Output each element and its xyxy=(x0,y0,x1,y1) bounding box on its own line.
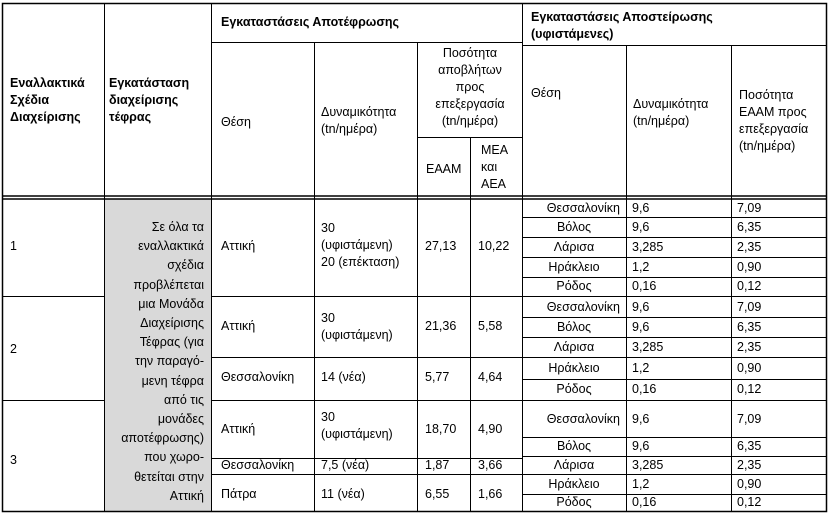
header-inc-eaam: ΕΑΑΜ xyxy=(426,162,462,176)
header-ash-facility: Εγκατάσταση διαχείρισης τέφρας xyxy=(109,76,190,124)
ster-quantity: 7,09 xyxy=(737,300,762,314)
ster-quantity: 0,90 xyxy=(737,361,762,375)
ster-location: Θεσσαλονίκη xyxy=(546,412,620,426)
ster-capacity: 0,16 xyxy=(632,279,657,293)
header-incineration-group: Εγκαταστάσεις Αποτέφρωσης xyxy=(221,15,400,29)
ster-quantity: 0,12 xyxy=(737,279,762,293)
plan-id: 1 xyxy=(10,239,17,253)
ster-quantity: 2,35 xyxy=(737,340,762,354)
inc-mea: 5,58 xyxy=(478,319,503,333)
inc-capacity: 30 (υφιστάμενη) xyxy=(321,311,393,342)
ster-capacity: 9,6 xyxy=(632,220,650,234)
header-ster-capacity: Δυναμικότητα (tn/ημέρα) xyxy=(633,97,709,128)
ster-quantity: 2,35 xyxy=(737,458,762,472)
ster-quantity: 0,12 xyxy=(737,495,762,509)
inc-mea: 10,22 xyxy=(478,239,510,253)
header-inc-quantity: Ποσότητα αποβλήτων προς επεξεργασία (tn/ημέρα) xyxy=(435,46,505,128)
inc-location: Θεσσαλονίκη xyxy=(221,458,295,472)
inc-capacity: 11 (νέα) xyxy=(321,487,365,501)
ster-location: Λάρισα xyxy=(553,240,595,254)
ster-location: Ηράκλειο xyxy=(548,361,600,375)
ster-quantity: 2,35 xyxy=(737,240,762,254)
ster-capacity: 9,6 xyxy=(632,320,650,334)
inc-location: Αττική xyxy=(221,239,256,253)
inc-eaam: 1,87 xyxy=(425,458,450,472)
ster-location: Βόλος xyxy=(556,320,592,334)
ster-capacity: 9,6 xyxy=(632,300,650,314)
inc-mea: 4,64 xyxy=(478,370,503,384)
ster-location: Βόλος xyxy=(556,220,592,234)
inc-eaam: 5,77 xyxy=(425,370,450,384)
ster-quantity: 7,09 xyxy=(737,412,762,426)
ster-location: Λάρισα xyxy=(553,458,595,472)
inc-location: Θεσσαλονίκη xyxy=(221,370,295,384)
ster-capacity: 9,6 xyxy=(632,201,650,215)
inc-capacity: 30 (υφιστάμενη) 20 (επέκταση) xyxy=(321,221,400,269)
ster-capacity: 9,6 xyxy=(632,439,650,453)
header-inc-location: Θέση xyxy=(221,115,251,129)
inc-eaam: 6,55 xyxy=(425,487,450,501)
ster-capacity: 3,285 xyxy=(632,458,664,472)
ster-location: Βόλος xyxy=(556,439,592,453)
inc-eaam: 21,36 xyxy=(425,319,457,333)
ster-quantity: 7,09 xyxy=(737,201,762,215)
ster-location: Ρόδος xyxy=(556,382,592,396)
inc-eaam: 27,13 xyxy=(425,239,457,253)
ster-location: Θεσσαλονίκη xyxy=(546,300,620,314)
inc-mea: 4,90 xyxy=(478,422,503,436)
inc-location: Αττική xyxy=(221,319,256,333)
ster-location: Ηράκλειο xyxy=(548,260,600,274)
ster-capacity: 1,2 xyxy=(632,260,650,274)
ster-location: Λάρισα xyxy=(553,340,595,354)
ster-location: Ρόδος xyxy=(556,495,592,509)
ster-quantity: 6,35 xyxy=(737,220,762,234)
plan-id: 2 xyxy=(10,342,17,356)
ster-capacity: 3,285 xyxy=(632,240,664,254)
inc-location: Πάτρα xyxy=(221,487,257,501)
ster-quantity: 6,35 xyxy=(737,439,762,453)
header-inc-mea: ΜΕΑ και ΑΕΑ xyxy=(481,143,509,191)
inc-mea: 3,66 xyxy=(478,458,503,472)
header-ster-quantity: Ποσότητα ΕΑΑΜ προς επεξεργασία (tn/ημέρα) xyxy=(739,88,809,153)
inc-location: Αττική xyxy=(221,422,256,436)
header-sterilization-group: Εγκαταστάσεις Αποστείρωσης (υφιστάμενες) xyxy=(531,10,713,41)
header-ster-location: Θέση xyxy=(531,86,561,100)
ster-location: Ηράκλειο xyxy=(548,477,600,491)
inc-mea: 1,66 xyxy=(478,487,503,501)
ster-location: Ρόδος xyxy=(556,279,592,293)
ster-quantity: 0,90 xyxy=(737,477,762,491)
ster-quantity: 0,90 xyxy=(737,260,762,274)
ash-facility-note: Σε όλα τα εναλλακτικά σχέδια προβλέπεται μια Μονάδα Διαχείρισης Τέφρας (για την παραγό- μενη τέφρα από τις μονάδες αποτέφρωσης) που χωρο- θετείται στην Αττική xyxy=(121,220,204,503)
inc-capacity: 7,5 (νέα) xyxy=(321,458,370,472)
ster-quantity: 6,35 xyxy=(737,320,762,334)
ster-capacity: 3,285 xyxy=(632,340,664,354)
inc-eaam: 18,70 xyxy=(425,422,457,436)
ster-quantity: 0,12 xyxy=(737,382,762,396)
ster-capacity: 1,2 xyxy=(632,361,650,375)
ster-capacity: 9,6 xyxy=(632,412,650,426)
header-inc-capacity: Δυναμικότητα (tn/ημέρα) xyxy=(321,105,397,136)
plan-id: 3 xyxy=(10,453,17,467)
inc-capacity: 30 (υφιστάμενη) xyxy=(321,410,393,441)
ster-capacity: 1,2 xyxy=(632,477,650,491)
inc-capacity: 14 (νέα) xyxy=(321,370,366,384)
ster-location: Θεσσαλονίκη xyxy=(546,201,620,215)
ster-capacity: 0,16 xyxy=(632,495,657,509)
header-plans: Εναλλακτικά Σχέδια Διαχείρισης xyxy=(10,76,85,124)
ster-capacity: 0,16 xyxy=(632,382,657,396)
